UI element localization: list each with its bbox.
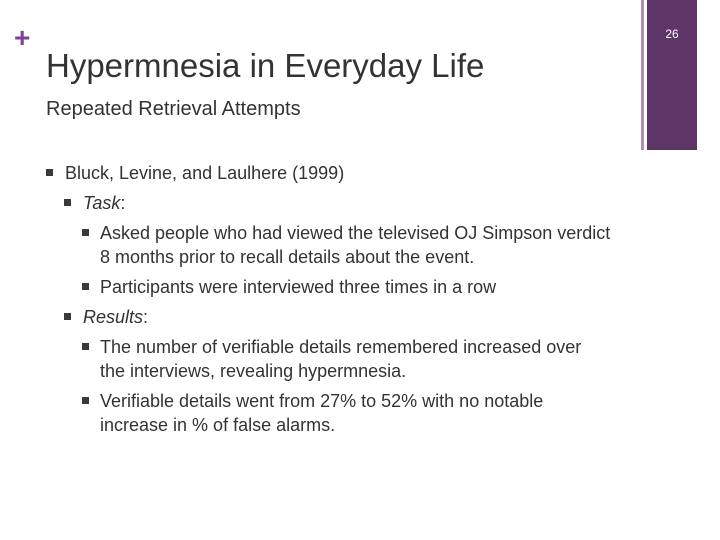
bullet-text: Verifiable details went from 27% to 52% with no notable increase in % of false alarms. <box>100 391 544 435</box>
bullet-results <box>64 305 148 329</box>
bullet-task-item <box>82 221 612 269</box>
bullet-results-item <box>82 335 612 383</box>
bullet-results-item <box>82 389 612 437</box>
accent-bar <box>647 0 697 150</box>
bullet-square-icon <box>64 313 71 320</box>
results-colon: : <box>143 307 149 327</box>
bullet-level1 <box>46 161 344 185</box>
page-number: 26 <box>665 27 679 41</box>
results-label: Results <box>83 307 144 327</box>
bullet-square-icon <box>82 397 89 404</box>
slide-subtitle: Repeated Retrieval Attempts <box>46 98 301 120</box>
bullet-task-item <box>82 275 612 299</box>
bullet-text: Bluck, Levine, and Laulhere (1999) <box>65 163 345 183</box>
bullet-task <box>64 191 125 215</box>
bullet-text: Asked people who had viewed the televised OJ Simpson verdict 8 months prior to recall details about the event. <box>100 223 611 267</box>
bullet-text <box>83 305 148 329</box>
bullet-square-icon <box>82 229 89 236</box>
plus-sign-decoration: + <box>14 22 31 53</box>
accent-bar-thin <box>641 0 644 150</box>
bullet-text: The number of verifiable details remembered increased over the interviews, revealing hypermnesia. <box>100 337 582 381</box>
task-colon: : <box>120 193 126 213</box>
slide-title: Hypermnesia in Everyday Life <box>46 47 485 84</box>
bullet-square-icon <box>46 169 53 176</box>
bullet-text: Participants were interviewed three times in a row <box>100 277 497 297</box>
bullet-text <box>83 191 125 215</box>
bullet-square-icon <box>82 283 89 290</box>
task-label: Task <box>83 193 121 213</box>
bullet-square-icon <box>64 199 71 206</box>
bullet-square-icon <box>82 343 89 350</box>
